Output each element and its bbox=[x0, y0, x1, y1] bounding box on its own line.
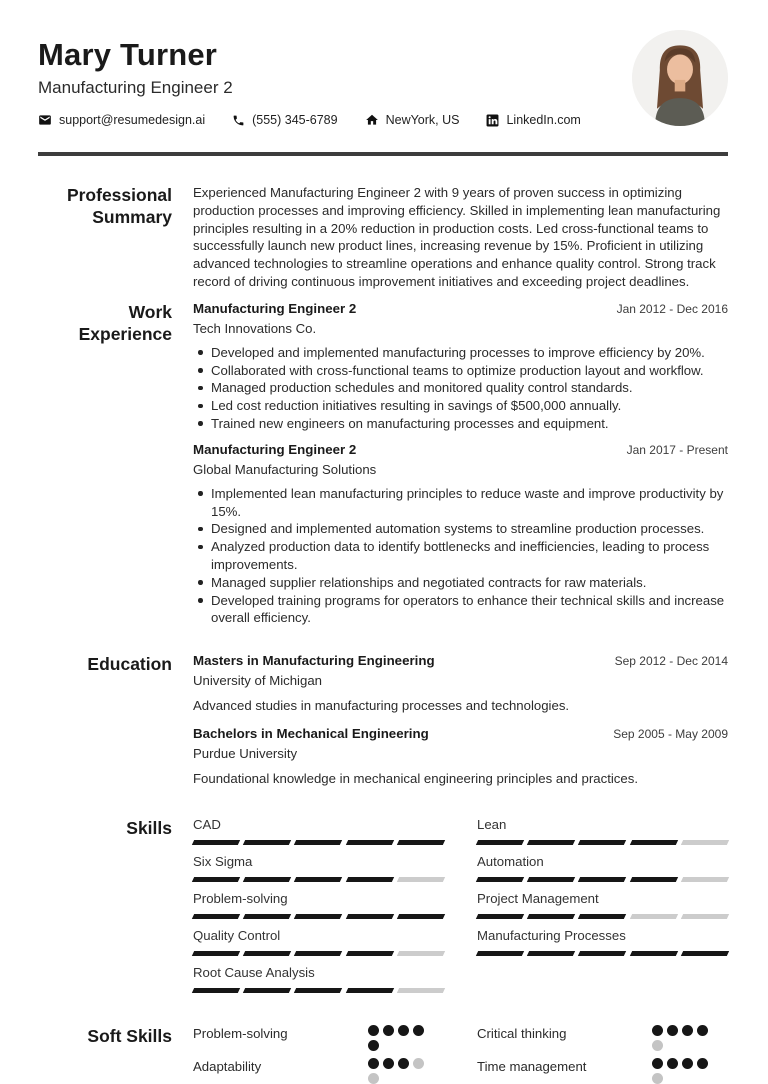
skill-segment-filled bbox=[243, 840, 292, 845]
soft-skill-dots bbox=[652, 1025, 710, 1051]
skill-segment-filled bbox=[294, 951, 343, 956]
skill-segment-empty bbox=[681, 914, 730, 919]
skills-section-label: Skills bbox=[126, 818, 172, 839]
job-bullets bbox=[193, 485, 728, 627]
skill-segment-filled bbox=[476, 877, 525, 882]
section-professional-summary bbox=[38, 184, 728, 291]
email-icon bbox=[38, 113, 52, 127]
education-school: Purdue University bbox=[193, 746, 298, 762]
rating-dot-filled bbox=[652, 1025, 663, 1036]
education-dates: Sep 2012 - Dec 2014 bbox=[614, 654, 728, 669]
job-dates: Jan 2012 - Dec 2016 bbox=[616, 301, 728, 316]
soft-skill-item bbox=[477, 1025, 728, 1051]
skill-level-bar bbox=[193, 988, 444, 993]
skill-segment-filled bbox=[476, 840, 525, 845]
skill-name: Automation bbox=[477, 854, 544, 870]
soft-skill-name: Adaptability bbox=[193, 1059, 262, 1075]
rating-dot-filled bbox=[682, 1058, 693, 1069]
skill-segment-filled bbox=[527, 877, 576, 882]
skill-segment-filled bbox=[345, 951, 394, 956]
skill-segment-filled bbox=[629, 877, 678, 882]
rating-dot-filled bbox=[667, 1058, 678, 1069]
soft-skill-name: Problem-solving bbox=[193, 1026, 288, 1042]
skill-segment-filled bbox=[345, 988, 394, 993]
skill-segment-filled bbox=[345, 840, 394, 845]
job-bullet: Designed and implemented automation systems to streamline production processes. bbox=[193, 520, 728, 538]
person-job-title: Manufacturing Engineer 2 bbox=[38, 78, 233, 97]
job-bullet: Implemented lean manufacturing principles to reduce waste and improve productivity by 15%. bbox=[193, 485, 728, 521]
rating-dot-filled bbox=[667, 1025, 678, 1036]
education-entry bbox=[193, 726, 728, 787]
skill-name: Problem-solving bbox=[193, 891, 288, 907]
skill-item bbox=[477, 817, 728, 845]
skill-segment-filled bbox=[192, 840, 241, 845]
skill-segment-filled bbox=[578, 840, 627, 845]
summary-text: Experienced Manufacturing Engineer 2 with 9 years of proven success in optimizing production processes and improving efficiency. Skilled in implementing lean manufacturing principles resulting in a 20% reduction in production costs. Led cross-functional teams to successfully launch new product lines, increasing revenue by 15%. Proficient in utilizing advanced technologies to streamline operations and enhance quality control. Strong track record of driving continuous improvement initiatives and exceeding project deadlines. bbox=[193, 185, 721, 289]
skill-name: Six Sigma bbox=[193, 854, 253, 870]
skill-segment-filled bbox=[294, 988, 343, 993]
soft-skill-item bbox=[477, 1058, 728, 1084]
profile-photo bbox=[632, 30, 728, 126]
job-bullet: Led cost reduction initiatives resulting in savings of $500,000 annually. bbox=[193, 397, 728, 415]
education-dates: Sep 2005 - May 2009 bbox=[613, 727, 728, 742]
job-title: Manufacturing Engineer 2 bbox=[193, 300, 357, 316]
skill-segment-filled bbox=[578, 914, 627, 919]
rating-dot-empty bbox=[652, 1073, 663, 1084]
skill-level-bar bbox=[193, 914, 444, 919]
skill-segment-filled bbox=[578, 877, 627, 882]
rating-dot-filled bbox=[383, 1058, 394, 1069]
skill-item bbox=[477, 891, 728, 919]
rating-dot-filled bbox=[652, 1058, 663, 1069]
job-bullet: Developed training programs for operators to enhance their technical skills and increase overall efficiency. bbox=[193, 592, 728, 628]
contact-email[interactable] bbox=[38, 113, 205, 127]
person-name: Mary Turner bbox=[38, 37, 218, 72]
skill-segment-filled bbox=[397, 914, 446, 919]
skill-segment-filled bbox=[243, 951, 292, 956]
job-company: Tech Innovations Co. bbox=[193, 320, 317, 336]
skill-item bbox=[477, 854, 728, 882]
rating-dot-filled bbox=[398, 1058, 409, 1069]
rating-dot-filled bbox=[697, 1058, 708, 1069]
contact-phone-text: (555) 345-6789 bbox=[252, 113, 338, 127]
skill-item bbox=[477, 928, 728, 956]
skill-segment-filled bbox=[527, 840, 576, 845]
contact-linkedin[interactable] bbox=[486, 113, 580, 127]
skill-segment-filled bbox=[192, 914, 241, 919]
job-bullet: Trained new engineers on manufacturing processes and equipment. bbox=[193, 415, 728, 433]
rating-dot-filled bbox=[368, 1058, 379, 1069]
rating-dot-filled bbox=[398, 1025, 409, 1036]
education-description: Advanced studies in manufacturing processes and technologies. bbox=[193, 698, 570, 714]
skill-segment-filled bbox=[345, 877, 394, 882]
skill-level-bar bbox=[193, 877, 444, 882]
skill-segment-filled bbox=[192, 877, 241, 882]
skill-name: Project Management bbox=[477, 891, 599, 907]
summary-section-label: Professional Summary bbox=[66, 185, 172, 227]
soft-skills-section-label: Soft Skills bbox=[87, 1026, 172, 1047]
skill-segment-filled bbox=[243, 877, 292, 882]
skill-level-bar bbox=[193, 951, 444, 956]
job-bullet: Analyzed production data to identify bottlenecks and inefficiencies, leading to process improvements. bbox=[193, 538, 728, 574]
job-bullets bbox=[193, 344, 728, 433]
skills-grid bbox=[193, 817, 728, 993]
rating-dot-empty bbox=[413, 1058, 424, 1069]
skill-level-bar bbox=[477, 840, 728, 845]
job-title: Manufacturing Engineer 2 bbox=[193, 441, 357, 457]
skill-segment-filled bbox=[578, 951, 627, 956]
rating-dot-filled bbox=[697, 1025, 708, 1036]
jobs-list bbox=[193, 301, 728, 627]
section-education bbox=[38, 653, 728, 787]
skill-segment-filled bbox=[294, 877, 343, 882]
education-degree: Masters in Manufacturing Engineering bbox=[193, 653, 435, 669]
education-entry bbox=[193, 653, 728, 714]
skill-segment-filled bbox=[192, 988, 241, 993]
skill-item bbox=[193, 854, 444, 882]
education-school: University of Michigan bbox=[193, 673, 322, 689]
skill-segment-empty bbox=[397, 877, 446, 882]
phone-icon bbox=[232, 114, 245, 127]
job-bullet: Managed production schedules and monitored quality control standards. bbox=[193, 379, 728, 397]
job-bullet: Developed and implemented manufacturing processes to improve efficiency by 20%. bbox=[193, 344, 728, 362]
skill-level-bar bbox=[477, 951, 728, 956]
skill-name: CAD bbox=[193, 817, 221, 833]
skill-segment-filled bbox=[629, 840, 678, 845]
soft-skill-name: Critical thinking bbox=[477, 1026, 567, 1042]
job-company: Global Manufacturing Solutions bbox=[193, 461, 377, 477]
skill-segment-empty bbox=[629, 914, 678, 919]
soft-skill-dots bbox=[368, 1058, 426, 1084]
job-bullet: Collaborated with cross-functional teams to optimize production layout and workflow. bbox=[193, 362, 728, 380]
header-divider bbox=[38, 152, 728, 156]
skill-name: Quality Control bbox=[193, 928, 281, 944]
rating-dot-filled bbox=[682, 1025, 693, 1036]
skill-item bbox=[193, 928, 444, 956]
skill-segment-filled bbox=[397, 840, 446, 845]
education-degree: Bachelors in Mechanical Engineering bbox=[193, 726, 429, 742]
rating-dot-filled bbox=[368, 1025, 379, 1036]
contact-row bbox=[38, 112, 728, 128]
rating-dot-filled bbox=[413, 1025, 424, 1036]
linkedin-icon bbox=[486, 114, 499, 127]
job-bullet: Managed supplier relationships and negotiated contracts for raw materials. bbox=[193, 574, 728, 592]
skill-name: Manufacturing Processes bbox=[477, 928, 626, 944]
rating-dot-filled bbox=[383, 1025, 394, 1036]
skill-level-bar bbox=[477, 877, 728, 882]
job-dates: Jan 2017 - Present bbox=[626, 442, 728, 457]
skill-segment-filled bbox=[243, 988, 292, 993]
skill-segment-filled bbox=[527, 951, 576, 956]
skill-segment-filled bbox=[629, 951, 678, 956]
skill-segment-empty bbox=[681, 877, 730, 882]
skill-item bbox=[193, 965, 444, 993]
contact-phone[interactable] bbox=[232, 113, 337, 127]
skill-segment-filled bbox=[294, 914, 343, 919]
soft-skill-item bbox=[193, 1058, 444, 1084]
education-list bbox=[193, 653, 728, 787]
home-icon bbox=[365, 113, 379, 127]
skill-item bbox=[193, 817, 444, 845]
skill-segment-filled bbox=[243, 914, 292, 919]
section-soft-skills bbox=[38, 1025, 728, 1084]
soft-skills-grid bbox=[193, 1025, 728, 1084]
section-work-experience bbox=[38, 301, 728, 627]
skill-segment-filled bbox=[294, 840, 343, 845]
contact-location-text: NewYork, US bbox=[385, 113, 460, 127]
skill-segment-filled bbox=[476, 914, 525, 919]
education-section-label: Education bbox=[87, 654, 172, 675]
skill-name: Root Cause Analysis bbox=[193, 965, 315, 981]
soft-skill-dots bbox=[652, 1058, 710, 1084]
soft-skill-dots bbox=[368, 1025, 426, 1051]
rating-dot-empty bbox=[368, 1073, 379, 1084]
contact-email-text: support@resumedesign.ai bbox=[59, 113, 206, 127]
section-skills bbox=[38, 817, 728, 993]
skill-segment-empty bbox=[397, 951, 446, 956]
rating-dot-empty bbox=[652, 1040, 663, 1051]
education-description: Foundational knowledge in mechanical engineering principles and practices. bbox=[193, 771, 638, 787]
skill-segment-empty bbox=[397, 988, 446, 993]
job-entry bbox=[193, 301, 728, 433]
skill-item bbox=[193, 891, 444, 919]
rating-dot-filled bbox=[368, 1040, 379, 1051]
skill-level-bar bbox=[477, 914, 728, 919]
skill-segment-filled bbox=[192, 951, 241, 956]
soft-skill-name: Time management bbox=[477, 1059, 587, 1075]
skill-segment-filled bbox=[476, 951, 525, 956]
resume-header bbox=[38, 38, 728, 128]
skill-segment-empty bbox=[681, 840, 730, 845]
soft-skill-item bbox=[193, 1025, 444, 1051]
job-entry bbox=[193, 442, 728, 627]
skill-segment-filled bbox=[681, 951, 730, 956]
contact-location[interactable] bbox=[365, 113, 460, 127]
skill-level-bar bbox=[193, 840, 444, 845]
skill-segment-filled bbox=[527, 914, 576, 919]
contact-linkedin-text: LinkedIn.com bbox=[506, 113, 581, 127]
skill-name: Lean bbox=[477, 817, 507, 833]
work-section-label: Work Experience bbox=[78, 301, 172, 344]
skill-segment-filled bbox=[345, 914, 394, 919]
